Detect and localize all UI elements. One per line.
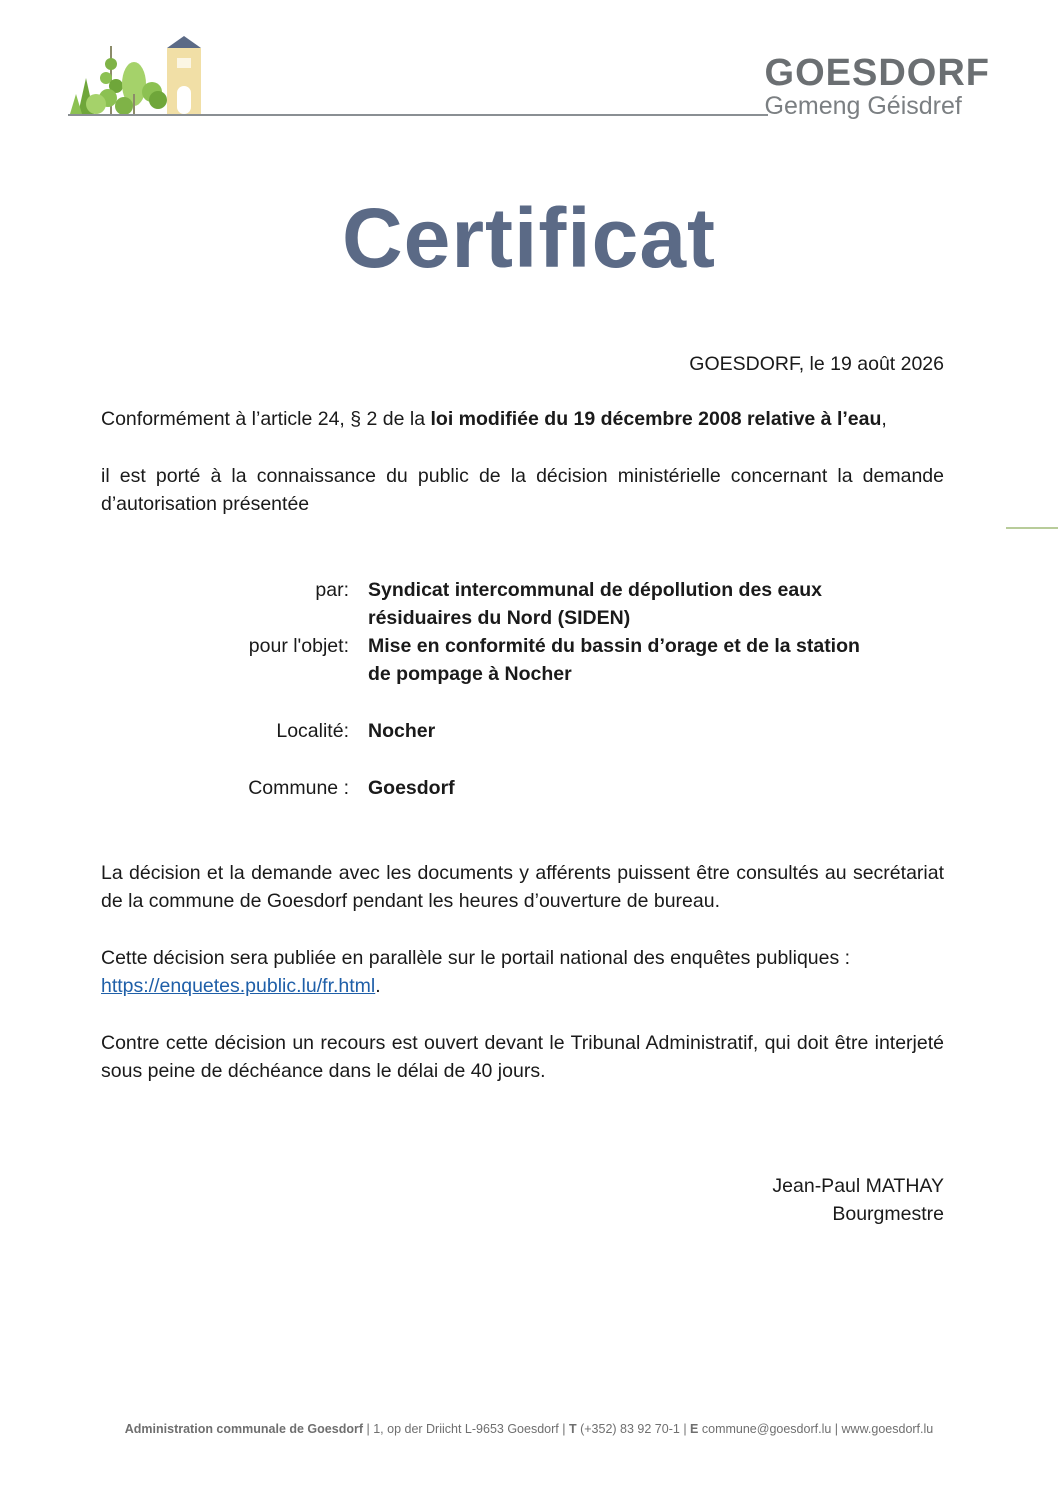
intro-text: Conformément à l’article 24, § 2 de la	[101, 408, 431, 430]
portal-link[interactable]: https://enquetes.public.lu/fr.html	[101, 975, 376, 997]
footer-sep: |	[834, 1422, 839, 1436]
footer-sep: |	[683, 1422, 687, 1436]
footer-web: www.goesdorf.lu	[841, 1422, 934, 1436]
signatory-name: Jean-Paul MATHAY	[772, 1175, 944, 1197]
publication-text: Cette décision sera publiée en parallèle sur le portail national des enquêtes publiques :	[101, 947, 851, 969]
field-value: Mise en conformité du bassin d’orage et de la station de pompage à Nocher	[368, 635, 860, 685]
brand-name: GOESDORF	[764, 52, 990, 94]
footer-address: 1, op der Driicht L-9653 Goesdorf	[373, 1422, 559, 1436]
field-row-objet	[101, 632, 944, 688]
field-value: Goesdorf	[368, 777, 455, 799]
consultation-paragraph: La décision et la demande avec les documents y afférents puissent être consultés au secrétariat de la commune de Goesdorf pendant les heures d’ouverture de bureau.	[101, 862, 944, 912]
side-mark	[1006, 527, 1058, 529]
field-row-par	[101, 576, 944, 632]
field-label: Commune :	[248, 777, 349, 799]
intro-law: loi modifiée du 19 décembre 2008 relative à l’eau	[430, 408, 882, 430]
date-line: GOESDORF, le 19 août 2026	[689, 353, 944, 375]
intro-comma: ,	[881, 408, 887, 430]
field-value: Nocher	[368, 720, 436, 742]
footer-sep: |	[562, 1422, 566, 1436]
notice-paragraph: il est porté à la connaissance du public de la décision ministérielle concernant la demande d’autorisation présentée	[101, 465, 944, 515]
commune-logo-illustration	[66, 34, 224, 118]
publication-period: .	[375, 975, 381, 997]
signatory-role: Bourgmestre	[832, 1203, 944, 1225]
field-value: Syndicat intercommunal de dépollution des eaux résiduaires du Nord (SIDEN)	[368, 579, 823, 629]
field-row-localite	[101, 717, 944, 745]
field-label: par:	[315, 579, 349, 601]
footer-email-label: E	[690, 1422, 699, 1436]
footer	[0, 1422, 1058, 1436]
field-label: Localité:	[276, 720, 349, 742]
signature-block	[772, 1172, 944, 1228]
brand-subtitle: Gemeng Géisdref	[764, 92, 962, 120]
footer-email: commune@goesdorf.lu	[701, 1422, 832, 1436]
appeal-paragraph: Contre cette décision un recours est ouvert devant le Tribunal Administratif, qui doit être interjeté sous peine de déchéance dans le délai de 40 jours.	[101, 1032, 944, 1082]
document-title: Certificat	[341, 191, 717, 285]
field-row-commune	[101, 774, 944, 802]
footer-org: Administration communale de Goesdorf	[124, 1422, 363, 1436]
brand-block	[765, 52, 990, 120]
header-rule	[68, 114, 768, 116]
footer-sep: |	[366, 1422, 370, 1436]
decision-fields	[101, 576, 944, 802]
intro-paragraph	[101, 405, 944, 433]
footer-tel: (+352) 83 92 70-1	[580, 1422, 680, 1436]
footer-tel-label: T	[568, 1422, 577, 1436]
publication-paragraph	[101, 944, 944, 1000]
field-label: pour l'objet:	[248, 635, 349, 657]
